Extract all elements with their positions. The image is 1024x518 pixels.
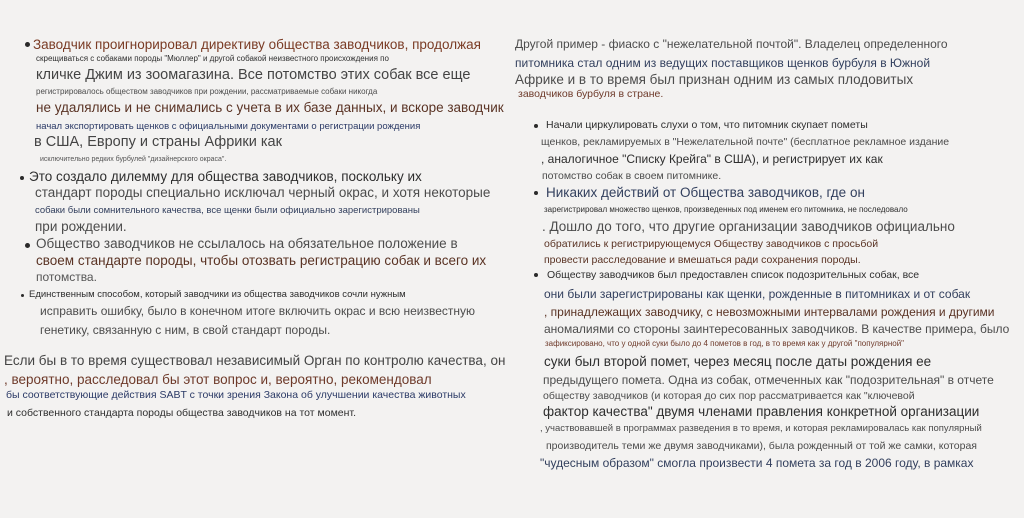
text-line: обществу заводчиков (и которая до сих пор рассматривается как "ключевой: [543, 390, 915, 402]
text-line: , участвовавшей в программах разведения в то время, и которая рекламировалась как популярный: [540, 423, 982, 434]
text-line: аномалиями со стороны заинтересованных заводчиков. В качестве примера, было: [544, 322, 1010, 336]
text-line: при рождении.: [35, 219, 127, 234]
text-line: , принадлежащих заводчику, с невозможными интервалами рождения и другими: [544, 305, 995, 319]
text-line: зарегистрировал множество щенков, произведенных под именем его питомника, не последовало: [544, 205, 908, 214]
text-line: предыдущего помета. Одна из собак, отмеченных как "подозрительная" в отчете: [543, 373, 994, 387]
text-line: не удалялись и не снимались с учета в их базе данных, и вскоре заводчик: [36, 100, 504, 115]
text-line: зафиксировано, что у одной суки было до 4 пометов в год, в то время как у другой "популярной": [545, 339, 905, 348]
text-line: собаки были сомнительного качества, все щенки были официально зарегистрированы: [35, 205, 420, 216]
bullet-icon: [20, 176, 24, 180]
text-line: Заводчик проигнорировал директиву общества заводчиков, продолжая: [33, 37, 481, 52]
text-line: стандарт породы специально исключал черный окрас, и хотя некоторые: [35, 185, 491, 200]
bullet-icon: [25, 243, 30, 248]
text-line: , вероятно, расследовал бы этот вопрос и, вероятно, рекомендовал: [4, 372, 432, 387]
text-line: питомника стал одним из ведущих поставщиков щенков бурбуля в Южной: [515, 56, 931, 70]
text-line: , аналогичное "Списку Крейга" в США), и регистрирует их как: [541, 152, 883, 166]
text-line: и собственного стандарта породы общества заводчиков на тот момент.: [7, 407, 356, 419]
text-line: провести расследование и вмешаться ради сохранения породы.: [544, 254, 861, 266]
text-line: Африке и в то время был признан одним из самых плодовитых: [515, 72, 914, 87]
text-line: Никаких действий от Общества заводчиков, где он: [546, 185, 865, 200]
text-line: генетику, связанную с ним, в свой стандарт породы.: [40, 323, 331, 337]
text-line: Обществу заводчиков был предоставлен список подозрительных собак, все: [547, 269, 920, 281]
text-line: фактор качества" двумя членами правления конкретной организации: [543, 404, 980, 419]
text-line: потомства.: [36, 270, 97, 284]
text-line: Общество заводчиков не ссылалось на обязательное положение в: [36, 236, 458, 251]
text-line: бы соответствующие действия SABT с точки зрения Закона об улучшении качества животных: [6, 389, 466, 401]
text-line: производитель теми же двумя заводчиками), была рожденный от той же самки, которая: [546, 440, 977, 452]
text-line: Это создало дилемму для общества заводчиков, поскольку их: [29, 169, 422, 184]
bullet-icon: [25, 42, 30, 47]
text-line: заводчиков бурбуля в стране.: [518, 88, 664, 100]
bullet-icon: [534, 124, 538, 128]
text-line: Другой пример - фиаско с "нежелательной почтой". Владелец определенного: [515, 37, 948, 51]
text-line: . Дошло до того, что другие организации заводчиков официально: [542, 219, 955, 234]
text-line: регистрировалось обществом заводчиков при рождении, рассматриваемые собаки никогда: [36, 87, 378, 96]
text-line: в США, Европу и страны Африки как: [34, 134, 282, 150]
bullet-icon: [534, 191, 538, 195]
text-line: "чудесным образом" смогла произвести 4 помета за год в 2006 году, в рамках: [540, 456, 974, 470]
text-line: щенков, рекламируемых в "Нежелательной почте" (бесплатное рекламное издание: [541, 136, 950, 148]
text-line: Единственным способом, который заводчики из общества заводчиков сочли нужным: [29, 289, 406, 300]
text-line: исправить ошибку, было в конечном итоге включить окрас и всю неизвестную: [40, 304, 476, 318]
text-line: своем стандарте породы, чтобы отозвать регистрацию собак и всего их: [36, 253, 487, 268]
text-line: обратились к регистрирующемуся Обществу заводчиков с просьбой: [544, 238, 879, 250]
text-line: они были зарегистрированы как щенки, рожденные в питомниках и от собак: [544, 287, 971, 301]
text-line: начал экспортировать щенков с официальными документами о регистрации рождения: [36, 121, 421, 132]
text-line: скрещиваться с собаками породы "Мюллер" и другой собакой неизвестного происхождения по: [36, 54, 389, 63]
bullet-icon: [21, 294, 24, 297]
bullet-icon: [534, 273, 538, 277]
text-line: Если бы в то время существовал независимый Орган по контролю качества, он: [4, 353, 506, 368]
text-line: кличке Джим из зоомагазина. Все потомство этих собак все еще: [36, 67, 471, 83]
text-line: суки был второй помет, через месяц после даты рождения ее: [544, 354, 932, 369]
text-line: потомство собак в своем питомнике.: [542, 170, 722, 182]
text-line: исключительно редких бурбулей "дизайнерского окраса".: [40, 156, 227, 163]
text-line: Начали циркулировать слухи о том, что питомник скупает пометы: [546, 119, 868, 131]
